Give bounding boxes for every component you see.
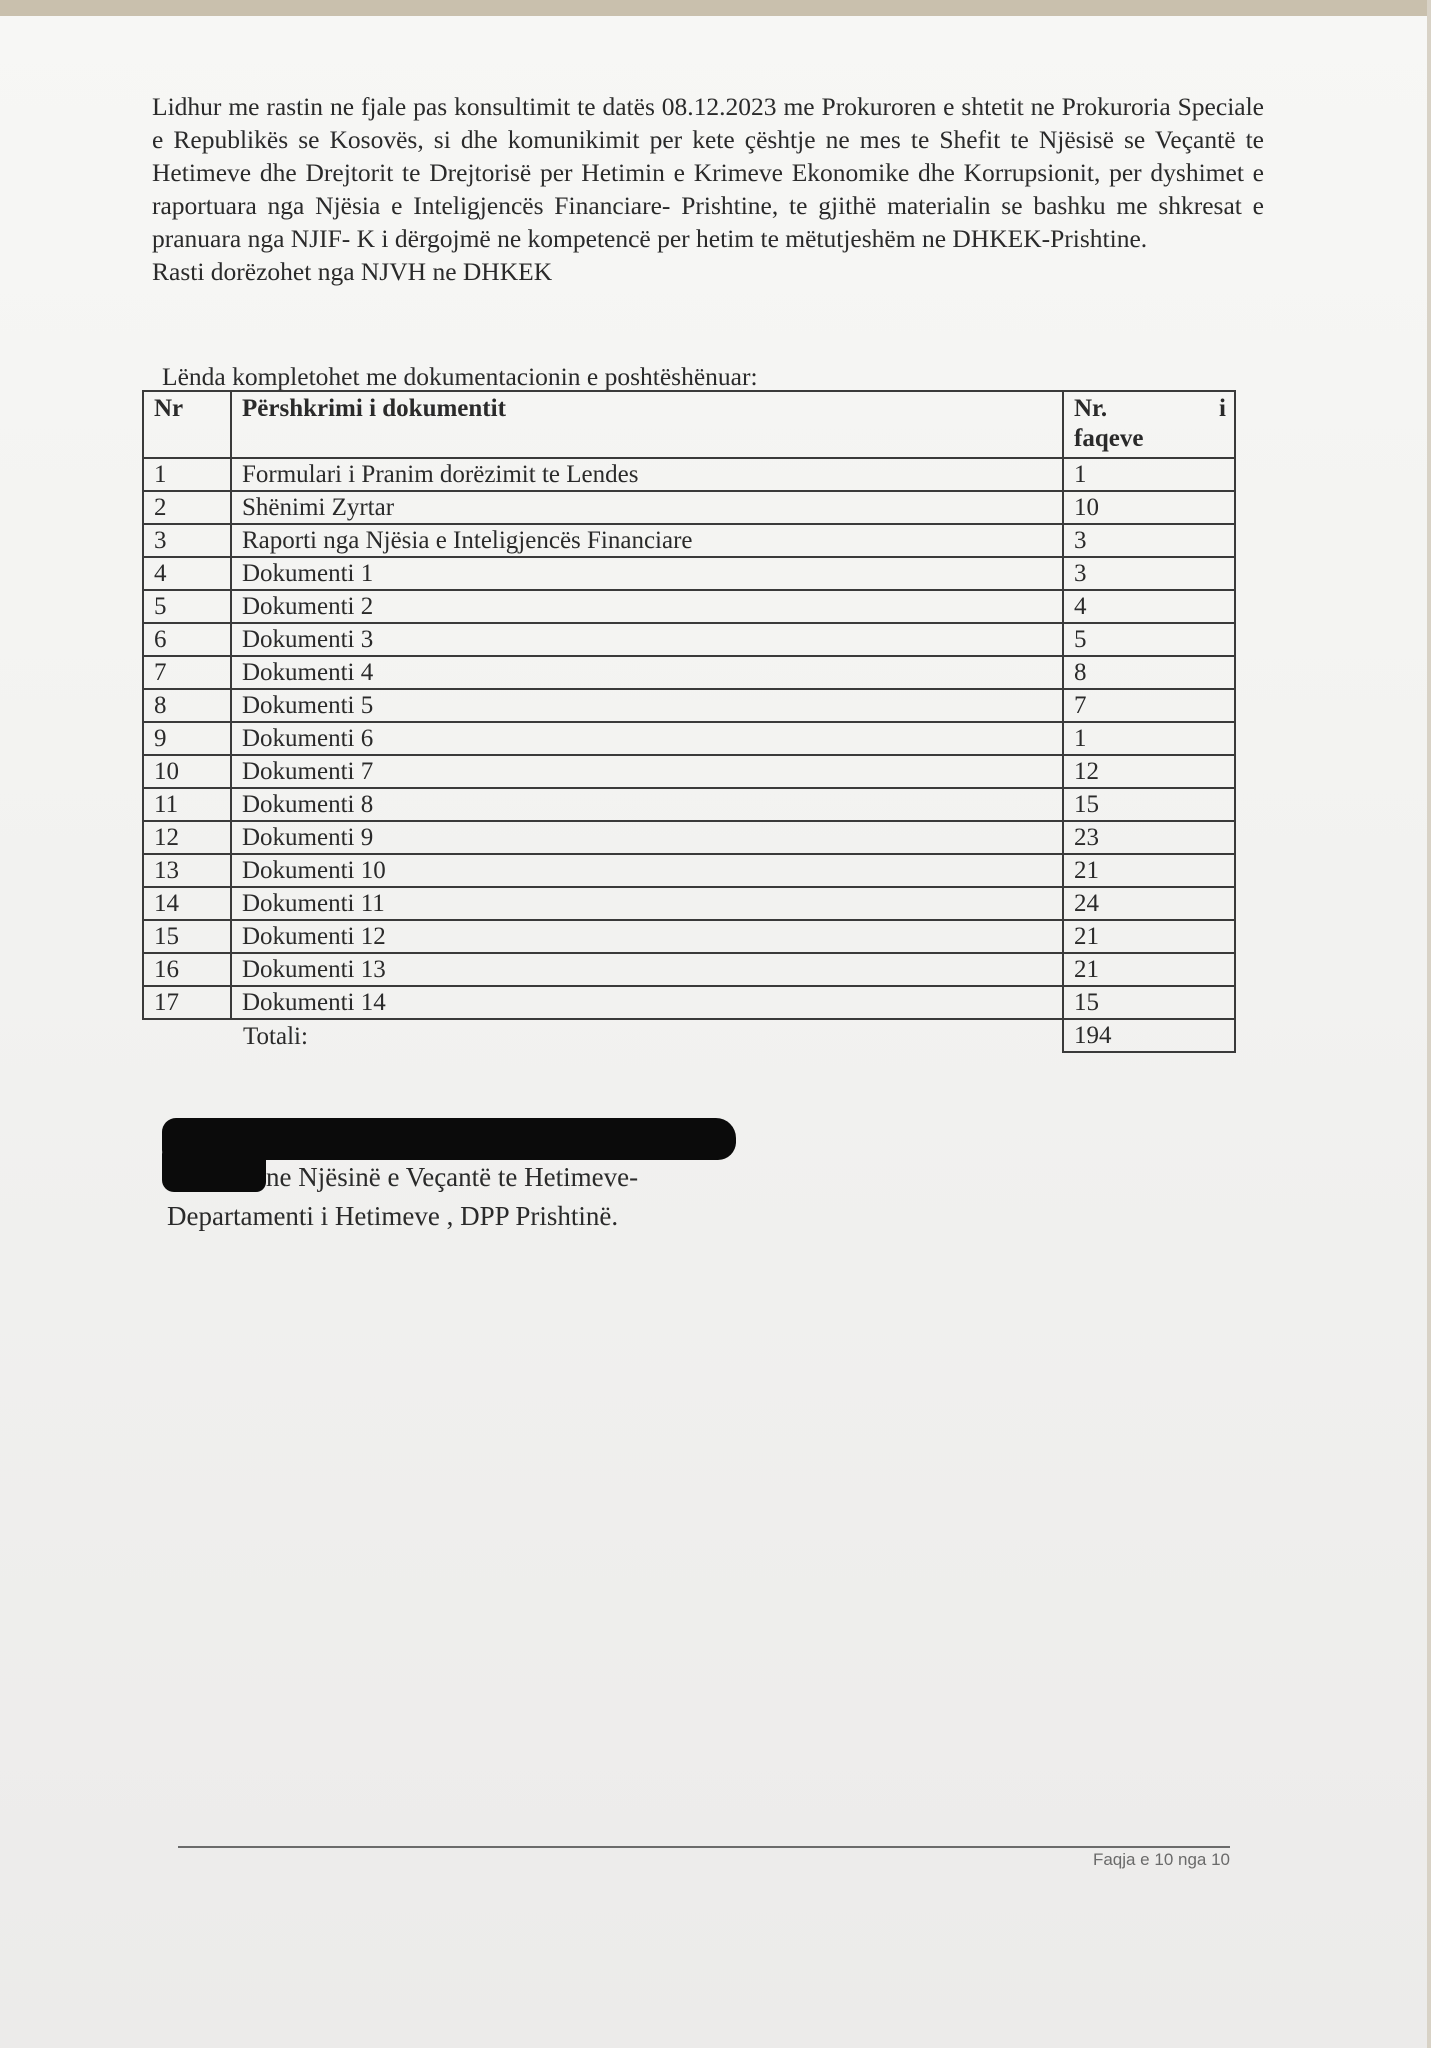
total-label: Totali: — [243, 1022, 308, 1050]
table-row — [143, 755, 1235, 788]
intro-paragraph: Lidhur me rastin ne fjale pas konsultimit te datës 08.12.2023 me Prokuroren e shtetit ne Prokuroria Speciale e Republikës se Kosovës, si dhe komunikimit per kete çështje ne mes te Shefit te Njësisë se Veçantë te Hetimeve dhe Drejtorit te Drejtorisë per Hetimin e Krimeve Ekonomike dhe Korrupsionit, per dyshimet e raportuara nga Njësia e Inteligjencës Financiare- Prishtine, te gjithë materialin se bashku me shkresat e pranuara nga NJIF- K i dërgojmë ne kompetencë per hetim te mëtutjeshëm ne DHKEK-Prishtine. — [152, 92, 1264, 253]
table-row — [143, 689, 1235, 722]
table-row — [143, 821, 1235, 854]
cell-pages: 7 — [1063, 689, 1235, 722]
cell-nr: 11 — [143, 788, 231, 821]
table-row — [143, 953, 1235, 986]
cell-nr: 17 — [143, 986, 231, 1019]
cell-nr: 13 — [143, 854, 231, 887]
header-nr: Nr — [143, 391, 231, 458]
cell-pages: 21 — [1063, 953, 1235, 986]
cell-pages: 21 — [1063, 920, 1235, 953]
cell-nr: 5 — [143, 590, 231, 623]
cell-nr: 12 — [143, 821, 231, 854]
table-row — [143, 524, 1235, 557]
cell-description: Dokumenti 3 — [231, 623, 1063, 656]
cell-description: Formulari i Pranim dorëzimit te Lendes — [231, 458, 1063, 491]
table-row — [143, 491, 1235, 524]
cell-description: Dokumenti 14 — [231, 986, 1063, 1019]
cell-pages: 8 — [1063, 656, 1235, 689]
total-value: 194 — [1063, 1019, 1235, 1052]
cell-pages: 24 — [1063, 887, 1235, 920]
table-row — [143, 788, 1235, 821]
table-row — [143, 656, 1235, 689]
cell-pages: 15 — [1063, 788, 1235, 821]
cell-nr: 10 — [143, 755, 231, 788]
header-pages-line1: Nr. — [1074, 395, 1108, 422]
documents-table — [142, 390, 1236, 1053]
header-pages-line2: faqeve — [1074, 425, 1144, 452]
cell-pages: 12 — [1063, 755, 1235, 788]
table-row — [143, 623, 1235, 656]
cell-pages: 4 — [1063, 590, 1235, 623]
cell-nr: 8 — [143, 689, 231, 722]
table-row — [143, 920, 1235, 953]
cell-pages: 1 — [1063, 458, 1235, 491]
total-spacer — [143, 1019, 231, 1052]
table-caption: Lënda kompletohet me dokumentacionin e poshtëshënuar: — [162, 362, 758, 391]
cell-nr: 15 — [143, 920, 231, 953]
cell-description: Dokumenti 2 — [231, 590, 1063, 623]
cell-nr: 1 — [143, 458, 231, 491]
cell-nr: 2 — [143, 491, 231, 524]
cell-description: Dokumenti 1 — [231, 557, 1063, 590]
cell-description: Dokumenti 11 — [231, 887, 1063, 920]
cell-pages: 3 — [1063, 557, 1235, 590]
cell-nr: 3 — [143, 524, 231, 557]
cell-description: Dokumenti 7 — [231, 755, 1063, 788]
cell-description: Dokumenti 12 — [231, 920, 1063, 953]
table-row — [143, 557, 1235, 590]
cell-description: Dokumenti 8 — [231, 788, 1063, 821]
footer-divider — [178, 1846, 1230, 1848]
header-description: Përshkrimi i dokumentit — [231, 391, 1063, 458]
cell-description: Dokumenti 13 — [231, 953, 1063, 986]
cell-pages: 15 — [1063, 986, 1235, 1019]
cell-pages: 21 — [1063, 854, 1235, 887]
cell-description: Shënimi Zyrtar — [231, 491, 1063, 524]
cell-description: Dokumenti 9 — [231, 821, 1063, 854]
cell-pages: 10 — [1063, 491, 1235, 524]
table-row — [143, 722, 1235, 755]
header-pages-suffix: i — [1219, 395, 1226, 422]
cell-description: Raporti nga Njësia e Inteligjencës Financiare — [231, 524, 1063, 557]
cell-nr: 6 — [143, 623, 231, 656]
cell-nr: 4 — [143, 557, 231, 590]
cell-description: Dokumenti 6 — [231, 722, 1063, 755]
header-pages — [1063, 391, 1235, 458]
redaction-bar-lower — [162, 1150, 266, 1192]
table-total-row — [143, 1019, 1235, 1052]
intro-text — [152, 90, 1264, 288]
table-row — [143, 854, 1235, 887]
cell-description: Dokumenti 10 — [231, 854, 1063, 887]
documents-table-wrapper — [142, 390, 1234, 1053]
table-header-row — [143, 391, 1235, 458]
cell-nr: 9 — [143, 722, 231, 755]
cell-pages: 23 — [1063, 821, 1235, 854]
signature-line-2: Departamenti i Hetimeve , DPP Prishtinë. — [167, 1201, 619, 1231]
cell-pages: 1 — [1063, 722, 1235, 755]
page-number: Faqja e 10 nga 10 — [1092, 1850, 1230, 1869]
cell-description: Dokumenti 4 — [231, 656, 1063, 689]
signature-line-1: ne Njësinë e Veçantë te Hetimeve- — [266, 1162, 639, 1192]
cell-nr: 7 — [143, 656, 231, 689]
table-row — [143, 986, 1235, 1019]
cell-nr: 14 — [143, 887, 231, 920]
cell-pages: 5 — [1063, 623, 1235, 656]
table-row — [143, 590, 1235, 623]
table-row — [143, 887, 1235, 920]
cell-description: Dokumenti 5 — [231, 689, 1063, 722]
handover-line: Rasti dorëzohet nga NJVH ne DHKEK — [152, 257, 553, 286]
table-row — [143, 458, 1235, 491]
cell-pages: 3 — [1063, 524, 1235, 557]
cell-nr: 16 — [143, 953, 231, 986]
background-edge-right — [1427, 0, 1431, 2048]
